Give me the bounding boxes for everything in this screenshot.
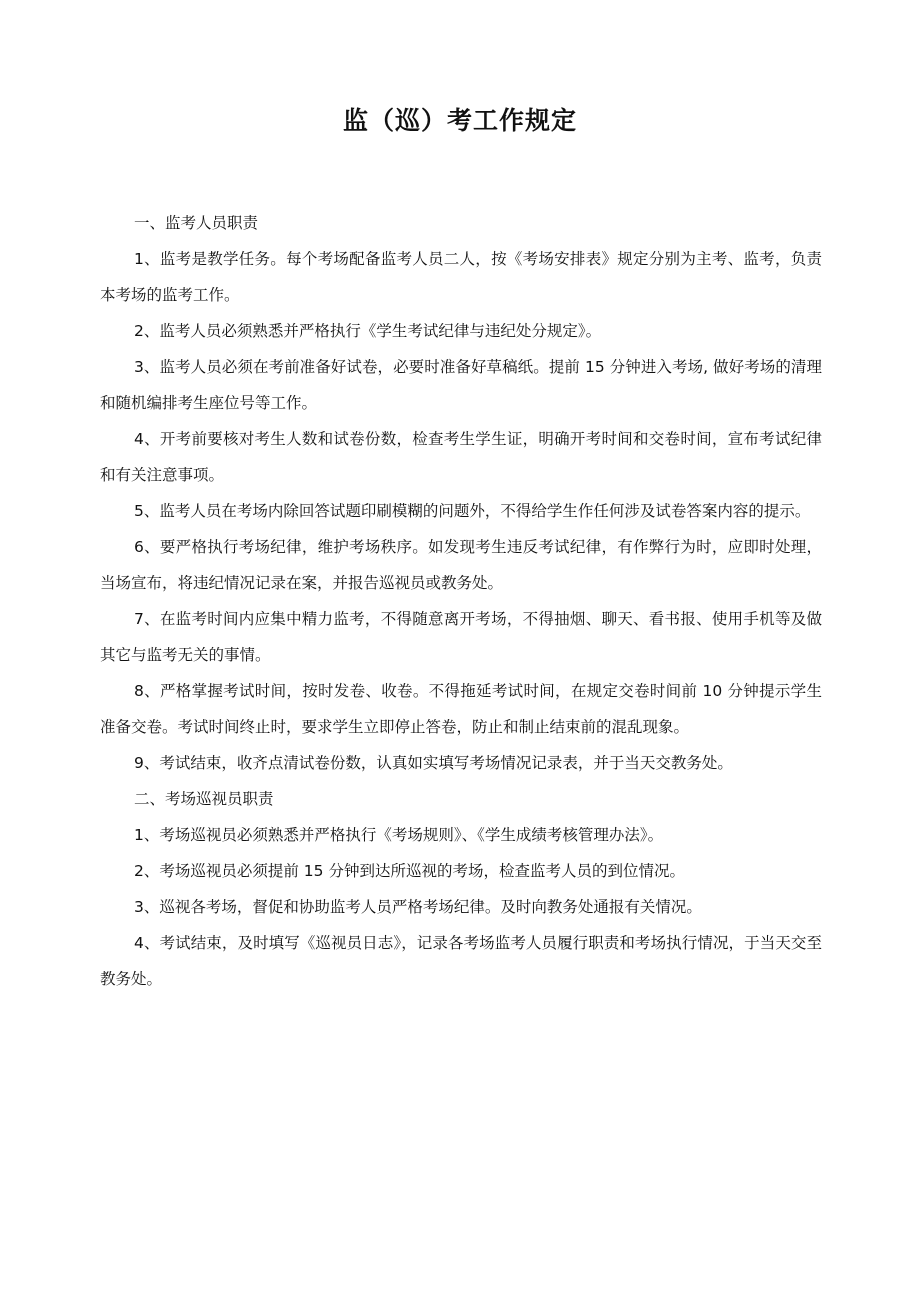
- section-heading-invigilator: 一、监考人员职责: [134, 214, 259, 232]
- paragraph: 1、监考是教学任务。每个考场配备监考人员二人，按《考场安排表》规定分别为主考、监考，负责本考场的监考工作。: [100, 250, 822, 304]
- paragraph: 9、考试结束，收齐点清试卷份数，认真如实填写考场情况记录表，并于当天交教务处。: [134, 754, 733, 772]
- paragraph: 6、要严格执行考场纪律，维护考场秩序。如发现考生违反考试纪律，有作弊行为时，应即时处理，当场宣布，将违纪情况记录在案，并报告巡视员或教务处。: [100, 538, 822, 592]
- paragraph: 3、监考人员必须在考前准备好试卷，必要时准备好草稿纸。提前 15 分钟进入考场, 做好考场的清理和随机编排考生座位号等工作。: [100, 358, 822, 412]
- paragraph: 5、监考人员在考场内除回答试题印刷模糊的问题外，不得给学生作任何涉及试卷答案内容的提示。: [134, 502, 811, 520]
- page-title: 监（巡）考工作规定: [342, 106, 577, 135]
- paragraph: 4、考试结束，及时填写《巡视员日志》，记录各考场监考人员履行职责和考场执行情况，于当天交至教务处。: [100, 934, 822, 988]
- paragraph: 7、在监考时间内应集中精力监考，不得随意离开考场，不得抽烟、聊天、看书报、使用手机等及做其它与监考无关的事情。: [100, 610, 822, 664]
- paragraph: 4、开考前要核对考生人数和试卷份数，检查考生学生证，明确开考时间和交卷时间，宣布考试纪律和有关注意事项。: [100, 430, 822, 484]
- document-body: [100, 205, 822, 997]
- paragraph: 1、考场巡视员必须熟悉并严格执行《考场规则》、《学生成绩考核管理办法》。: [134, 826, 664, 844]
- section-heading-inspector: 二、考场巡视员职责: [134, 790, 274, 808]
- paragraph: 2、考场巡视员必须提前 15 分钟到达所巡视的考场，检查监考人员的到位情况。: [134, 862, 685, 880]
- paragraph: 2、监考人员必须熟悉并严格执行《学生考试纪律与违纪处分规定》。: [134, 322, 602, 340]
- paragraph: 8、严格掌握考试时间，按时发卷、收卷。不得拖延考试时间，在规定交卷时间前 10 分钟提示学生准备交卷。考试时间终止时，要求学生立即停止答卷，防止和制止结束前的混乱现象。: [100, 682, 822, 736]
- paragraph: 3、巡视各考场，督促和协助监考人员严格考场纪律。及时向教务处通报有关情况。: [134, 898, 702, 916]
